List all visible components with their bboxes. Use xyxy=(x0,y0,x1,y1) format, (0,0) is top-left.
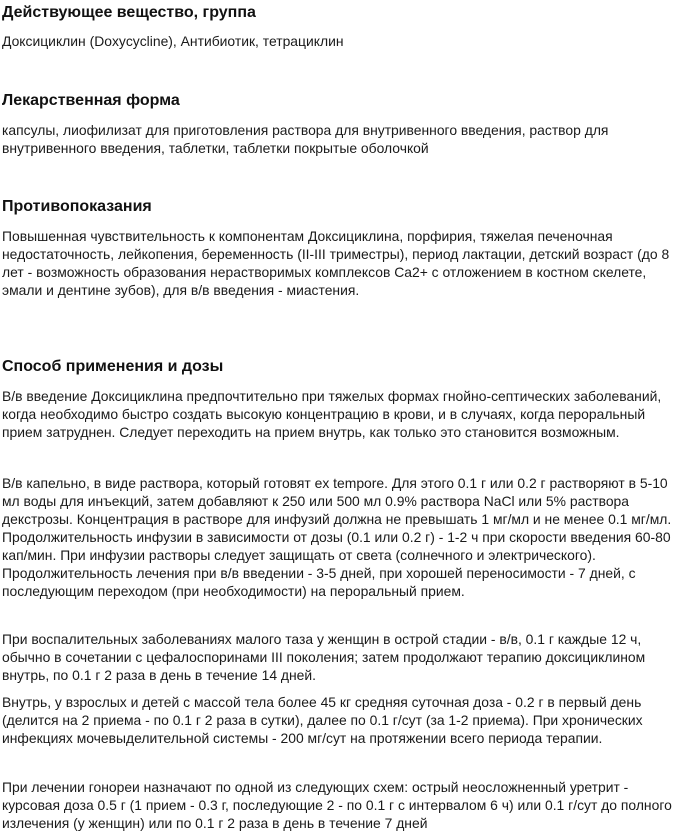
section-heading-dosage-form: Лекарственная форма xyxy=(2,92,180,109)
paragraph-dosage-pelvic: При воспалительных заболеваниях малого таза у женщин в острой стадии - в/в, 0.1 г каждые 12 ч, обычно в сочетании с цефалоспоринами III поколения; затем продолжают терапию доксициклином внутрь, по 0.1 г 2 раза в день в течение 14 дней. xyxy=(2,631,646,683)
paragraph-dosage-oral: Внутрь, у взрослых и детей с массой тела более 45 кг средняя суточная доза - 0.2 г в первый день (делится на 2 приема - по 0.1 г 2 раза в сутки), далее по 0.1 г/сут (за 1-2 приема). При хронических инфекциях мочевыделительной системы - 200 мг/сут на протяжении всего периода терапии. xyxy=(2,694,643,746)
section-heading-contraindications: Противопоказания xyxy=(2,198,152,215)
paragraph-dosage-gonorrhea: При лечении гонореи назначают по одной из следующих схем: острый неосложненный уретрит - курсовая доза 0.5 г (1 прием - 0.3 г, последующие 2 - по 0.1 г с интервалом 6 ч) или 0.1 г/сут до полного излечения (у женщин) или по 0.1 г 2 раза в день в течение 7 дней xyxy=(2,779,672,831)
section-heading-active-substance: Действующее вещество, группа xyxy=(2,4,256,21)
paragraph-dosage-iv-drip: В/в капельно, в виде раствора, который готовят ex tempore. Для этого 0.1 г или 0.2 г растворяют в 5-10 мл воды для инъекций, затем добавляют к 250 или 500 мл 0.9% раствора NaCl или 5% раствора декстрозы. Концентрация в растворе для инфузий должна не превышать 1 мг/мл и не менее 0.1 мг/мл. Продолжительность инфузии в зависимости от дозы (0.1 или 0.2 г) - 1-2 ч при скорости введения 60-80 кап/мин. При инфузии растворы следует защищать от света (солнечного и электрического). Продолжительность лечения при в/в введении - 3-5 дней, при хорошей переносимости - 7 дней, с последующим переходом (при необходимости) на пероральный прием. xyxy=(2,475,672,599)
section-heading-dosage: Способ применения и дозы xyxy=(2,358,224,375)
paragraph-dosage-iv-intro: В/в введение Доксициклина предпочтительно при тяжелых формах гнойно-септических заболеваний, когда необходимо быстро создать высокую концентрацию в крови, и в случаях, когда пероральный прием затруднен. Следует переходить на прием внутрь, как только это становится возможным. xyxy=(2,388,662,440)
paragraph-dosage-form: капсулы, лиофилизат для приготовления раствора для внутривенного введения, раствор для внутривенного введения, таблетки, таблетки покрытые оболочкой xyxy=(2,122,609,156)
paragraph-active-substance: Доксициклин (Doxycycline), Антибиотик, тетрациклин xyxy=(2,33,344,49)
paragraph-contraindications: Повышенная чувствительность к компонентам Доксициклина, порфирия, тяжелая печеночная недостаточность, лейкопения, беременность (II-III триместры), период лактации, детский возраст (до 8 лет - возможность образования нерастворимых комплексов Ca2+ с отложением в костном скелете, эмали и дентине зубов), для в/в введения - миастения. xyxy=(2,228,670,298)
